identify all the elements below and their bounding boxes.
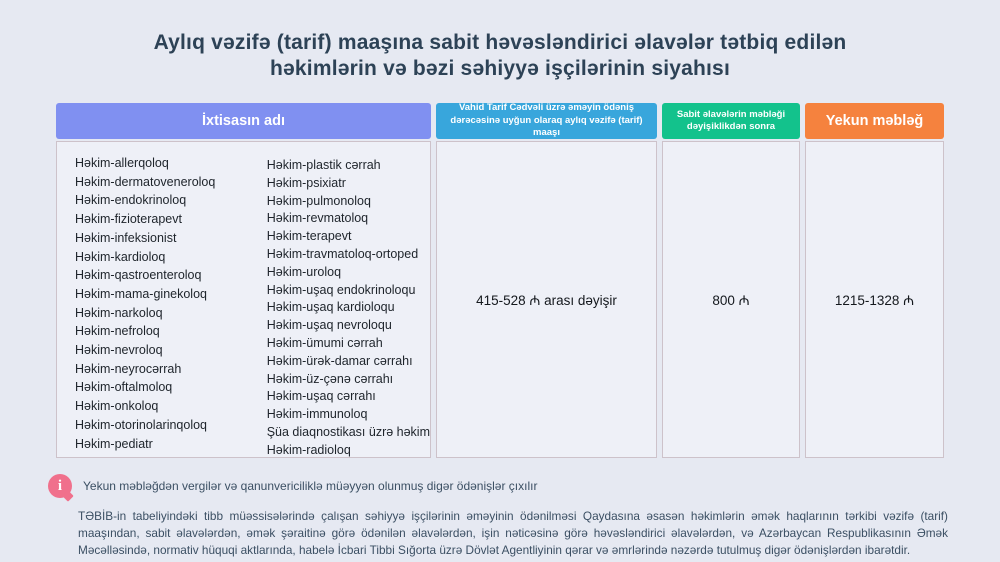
specialty-item: Həkim-uşaq kardioloqu [266,300,395,315]
page-title [0,0,1000,82]
specialty-item: Şüa diaqnostikası üzrə həkim [266,424,430,439]
specialty-item: Həkim-terapevt [266,229,352,244]
specialty-item: Həkim-fizioterapevt [75,212,182,227]
specialty-item: Həkim-qastroenteroloq [75,268,202,283]
specialty-list-left [75,154,267,457]
specialty-item: Həkim-mama-ginekoloq [75,286,207,301]
specialty-item: Həkim-ümumi cərrah [266,335,383,350]
salary-table [56,103,944,458]
specialty-item: Həkim-ürək-damar cərrahı [266,353,413,368]
specialty-item: Həkim-radioloq [266,442,351,457]
specialty-item: Həkim-plastik cərrah [266,158,381,172]
specialty-item: Həkim-uşaq cərrahı [266,389,376,404]
specialty-item: Həkim-üz-çənə cərrahı [266,371,394,386]
column-header-specialty: İxtisasın adı [56,103,431,139]
column-tariff-salary [436,103,657,458]
deduction-note: Yekun məbləğdən vergilər və qanunvericiliklə müəyyən olunmuş digər ödənişlər çıxılır [83,479,538,493]
specialty-item: Həkim-immunoloq [266,407,368,422]
specialty-item: Həkim-uşaq endokrinoloqu [266,282,416,297]
column-header-tariff-salary: Vahid Tarif Cədvəli üzrə əməyin ödəniş dərəcəsinə uyğun olaraq aylıq vəzifə (tarif) maaşı [436,103,657,139]
legal-paragraph: TƏBİB-in tabeliyindəki tibb müəssisələrində çalışan səhiyyə işçilərinin əməyinin ödənilməsi Qaydasına əsasən həkimlərin əmək haqlarının tərkibi vəzifə (tarif) maaşından, sabit əlavələrdən, əmək şəraitinə görə ödənilən əlavələrdən, işin nəticəsinə görə həvəsləndirici əlavələrdən, və Azərbaycan Respublikasının Əmək Məcəlləsində, normativ hüquqi aktlarında, habelə İcbari Tibbi Sığorta üzrə Dövlət Agentliyinin qərar və əmrlərində nəzərdə tutulmuş digər ödənişlərdən ibarətdir. [78,509,948,557]
column-header-total-amount: Yekun məbləğ [805,103,944,139]
specialty-item: Həkim-uroloq [266,264,342,279]
specialty-item: Həkim-revmatoloq [266,211,369,226]
column-header-fixed-addition: Sabit əlavələrin məbləği dəyişiklikdən sonra [662,103,800,139]
footer-notes [48,474,954,559]
specialty-item: Həkim-psixiatr [266,175,346,190]
fixed-addition-value: 800 ₼ [662,141,800,458]
page-title-line2: həkimlərin və bəzi səhiyyə işçilərinin siyahısı [270,57,730,80]
specialty-item: Həkim-pulmonoloq [266,193,371,208]
specialty-item: Həkim-onkoloq [75,399,159,414]
column-fixed-addition [662,103,800,458]
specialty-item: Həkim-nefroloq [75,324,160,339]
specialty-item: Həkim-oftalmoloq [75,380,173,395]
column-total-amount [805,103,944,458]
specialty-item: Həkim-endokrinoloq [75,193,187,208]
specialty-item: Həkim-kardioloq [75,249,166,264]
note-row [48,474,954,498]
specialty-item: Həkim-allerqoloq [75,156,169,170]
specialty-item: Həkim-travmatoloq-ortoped [266,246,419,261]
specialty-item: Həkim-uşaq nevroloqu [266,318,392,333]
specialty-list-right [267,154,430,457]
specialty-item: Həkim-dermatoveneroloq [75,174,216,189]
info-icon [48,474,72,498]
specialty-item: Həkim-pediatr [75,436,153,451]
page-title-line1: Aylıq vəzifə (tarif) maaşına sabit həvəsləndirici əlavələr tətbiq edilən [153,31,847,54]
specialty-item: Həkim-neyrocərrah [75,361,182,376]
specialty-item: Həkim-otorinolarinqoloq [75,417,208,432]
specialty-item: Həkim-narkoloq [75,305,163,320]
specialty-item: Həkim-infeksionist [75,230,177,245]
specialty-list-cell [56,141,431,458]
total-amount-value: 1215-1328 ₼ [805,141,944,458]
tariff-salary-value: 415-528 ₼ arası dəyişir [436,141,657,458]
info-icon-glyph: i [57,477,63,494]
specialty-item: Həkim-nevroloq [75,343,163,358]
column-specialty [56,103,431,458]
